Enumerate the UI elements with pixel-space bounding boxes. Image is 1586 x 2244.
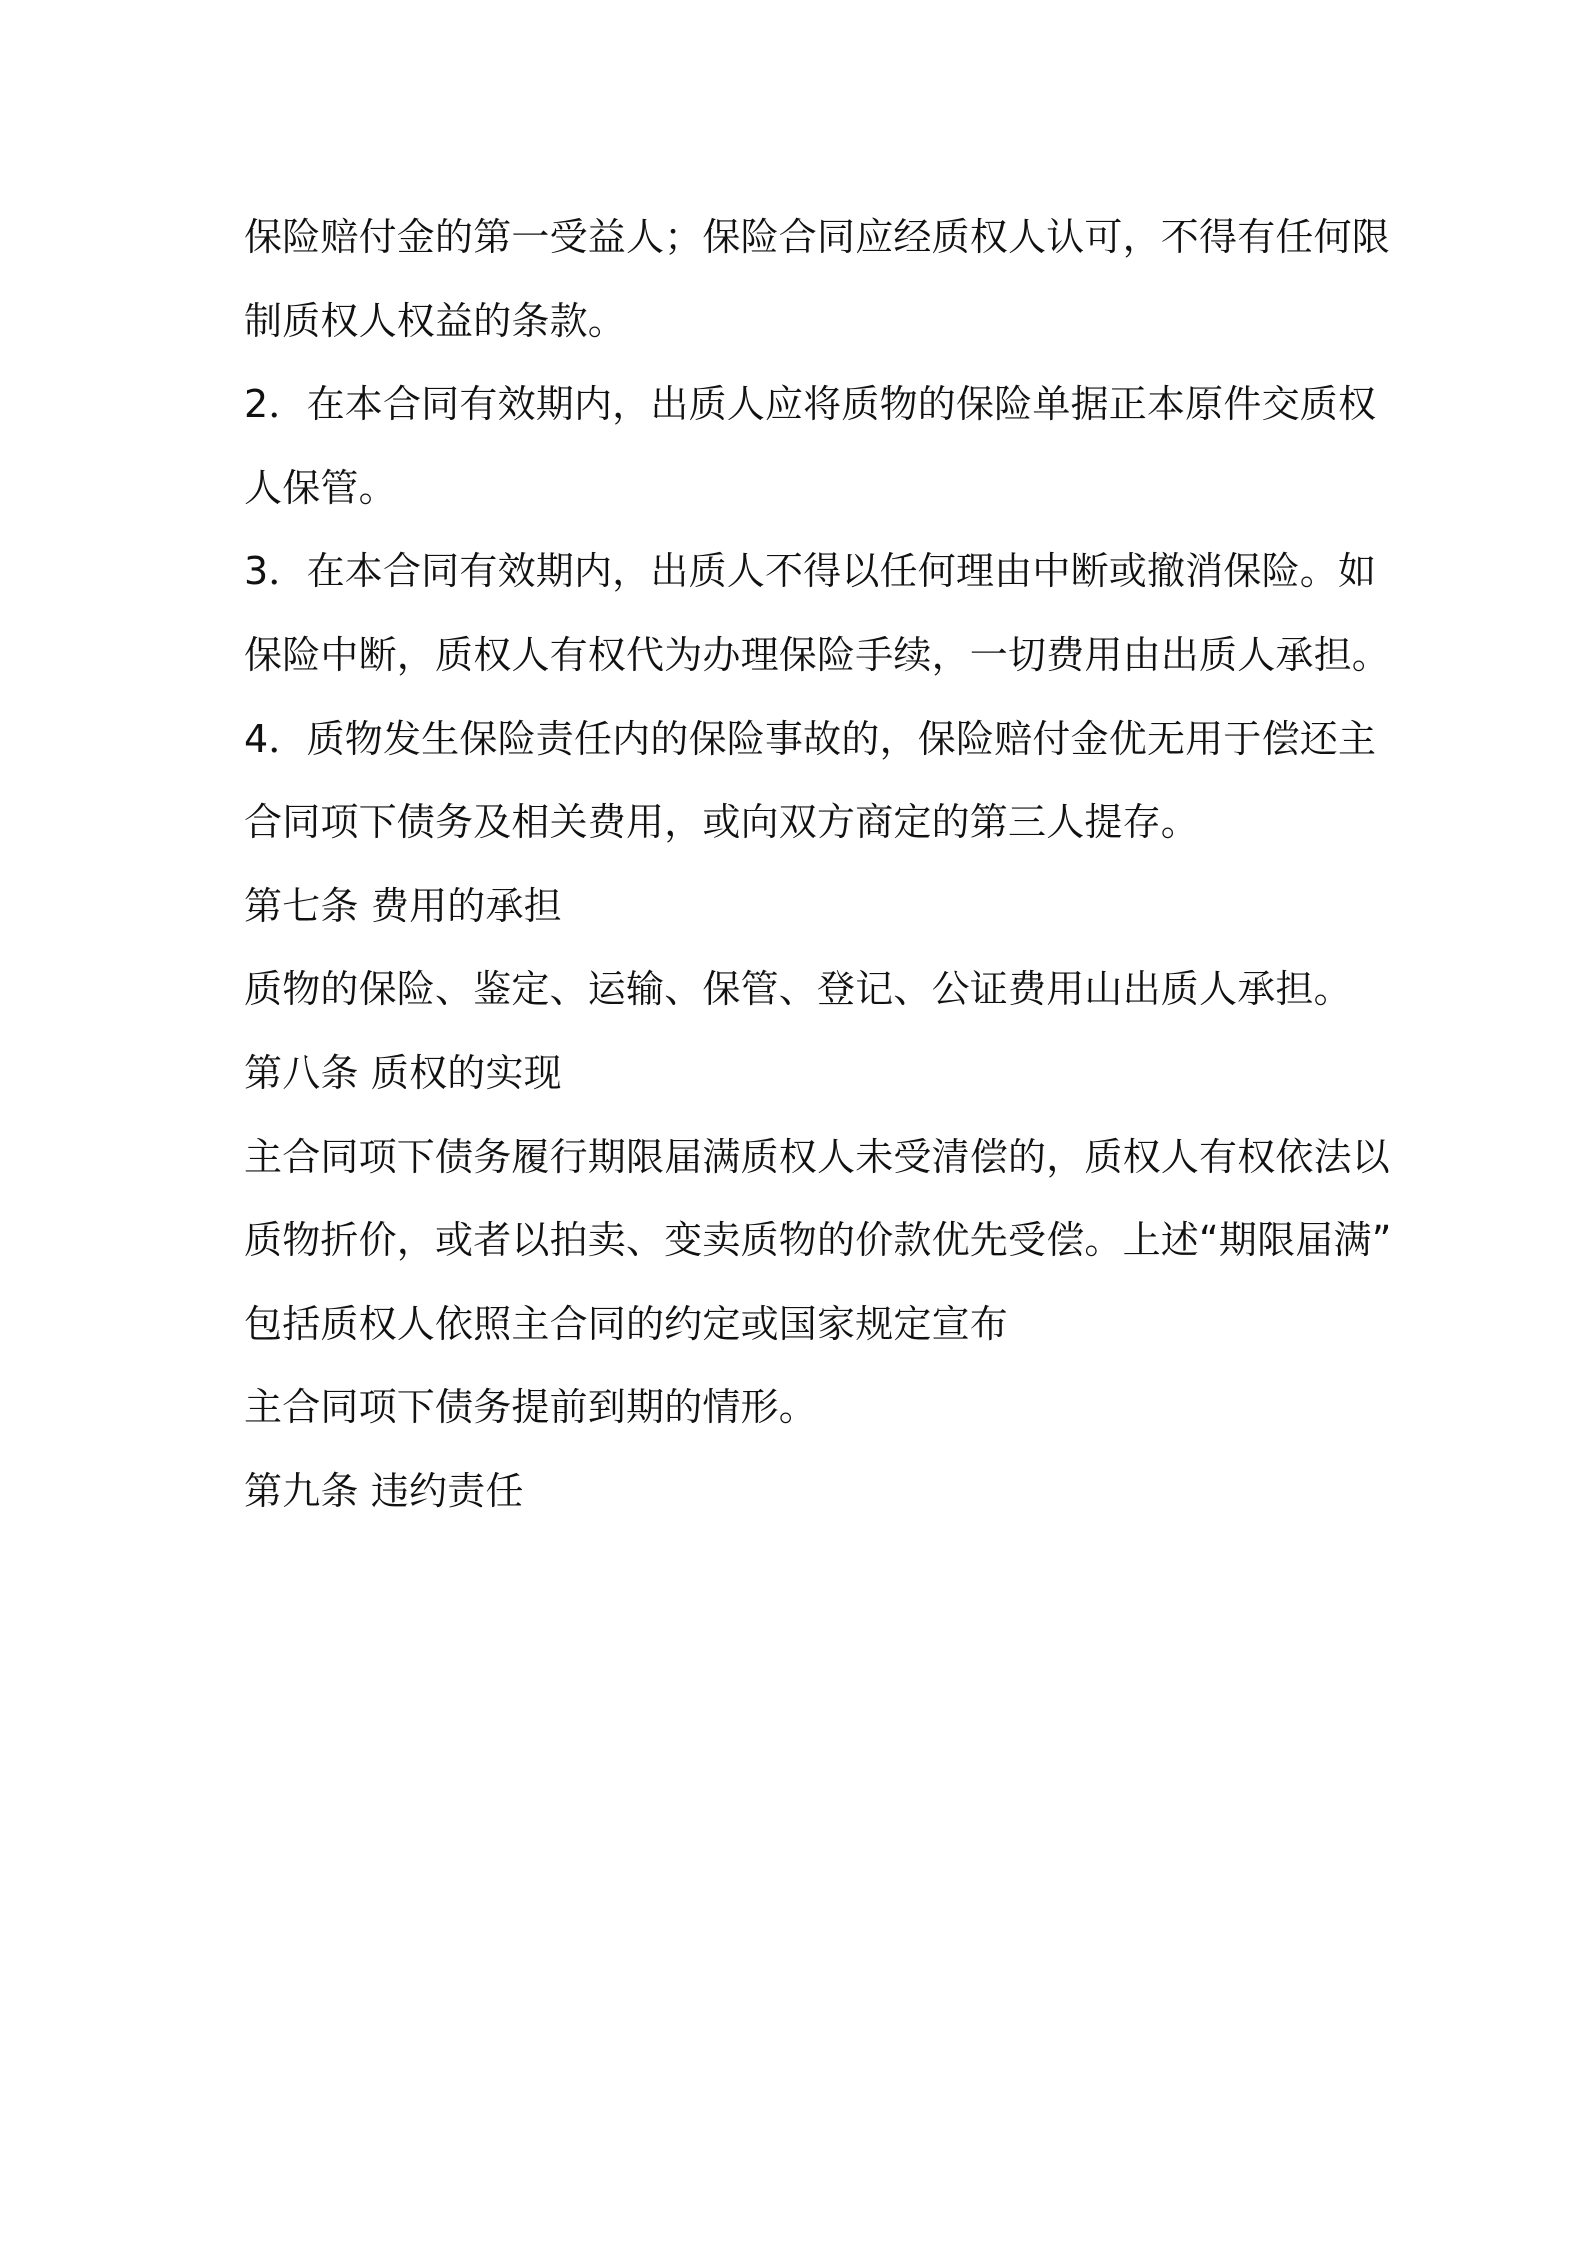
text-line: 制质权人权益的条款。 <box>244 298 627 343</box>
text-line: 主合同项下债务提前到期的情形。 <box>244 1385 818 1430</box>
text-line: 2．在本合同有效期内，出质人应将质物的保险单据正本原件交质权 <box>244 382 1377 427</box>
text-line: 保险赔付金的第一受益人；保险合同应经质权人认可，不得有任何限 <box>244 215 1391 259</box>
text-line: 合同项下债务及相关费用，或向双方商定的第三人提存。 <box>244 800 1200 845</box>
text-line: 4．质物发生保险责任内的保险事故的，保险赔付金优无用于偿还主 <box>244 716 1377 761</box>
text-line: 质物的保险、鉴定、运输、保管、登记、公证费用山出质人承担。 <box>244 967 1352 1012</box>
text-line: 人保管。 <box>244 465 397 510</box>
text-line: 包括质权人依照主合同的约定或国家规定宣布 <box>244 1301 1009 1346</box>
section-heading: 第七条 费用的承担 <box>244 883 562 928</box>
section-heading: 第九条 违约责任 <box>244 1468 524 1513</box>
text-line: 主合同项下债务履行期限届满质权人未受清偿的，质权人有权依法以 <box>244 1134 1391 1179</box>
document-body <box>244 196 1392 1534</box>
section-heading: 第八条 质权的实现 <box>244 1050 562 1095</box>
text-line: 3．在本合同有效期内，出质人不得以任何理由中断或撤消保险。如 <box>244 549 1377 594</box>
text-line: 质物折价，或者以拍卖、变卖质物的价款优先受偿。上述“期限届满” <box>244 1218 1392 1263</box>
text-line: 保险中断，质权人有权代为办理保险手续，一切费用由出质人承担。 <box>244 632 1391 677</box>
